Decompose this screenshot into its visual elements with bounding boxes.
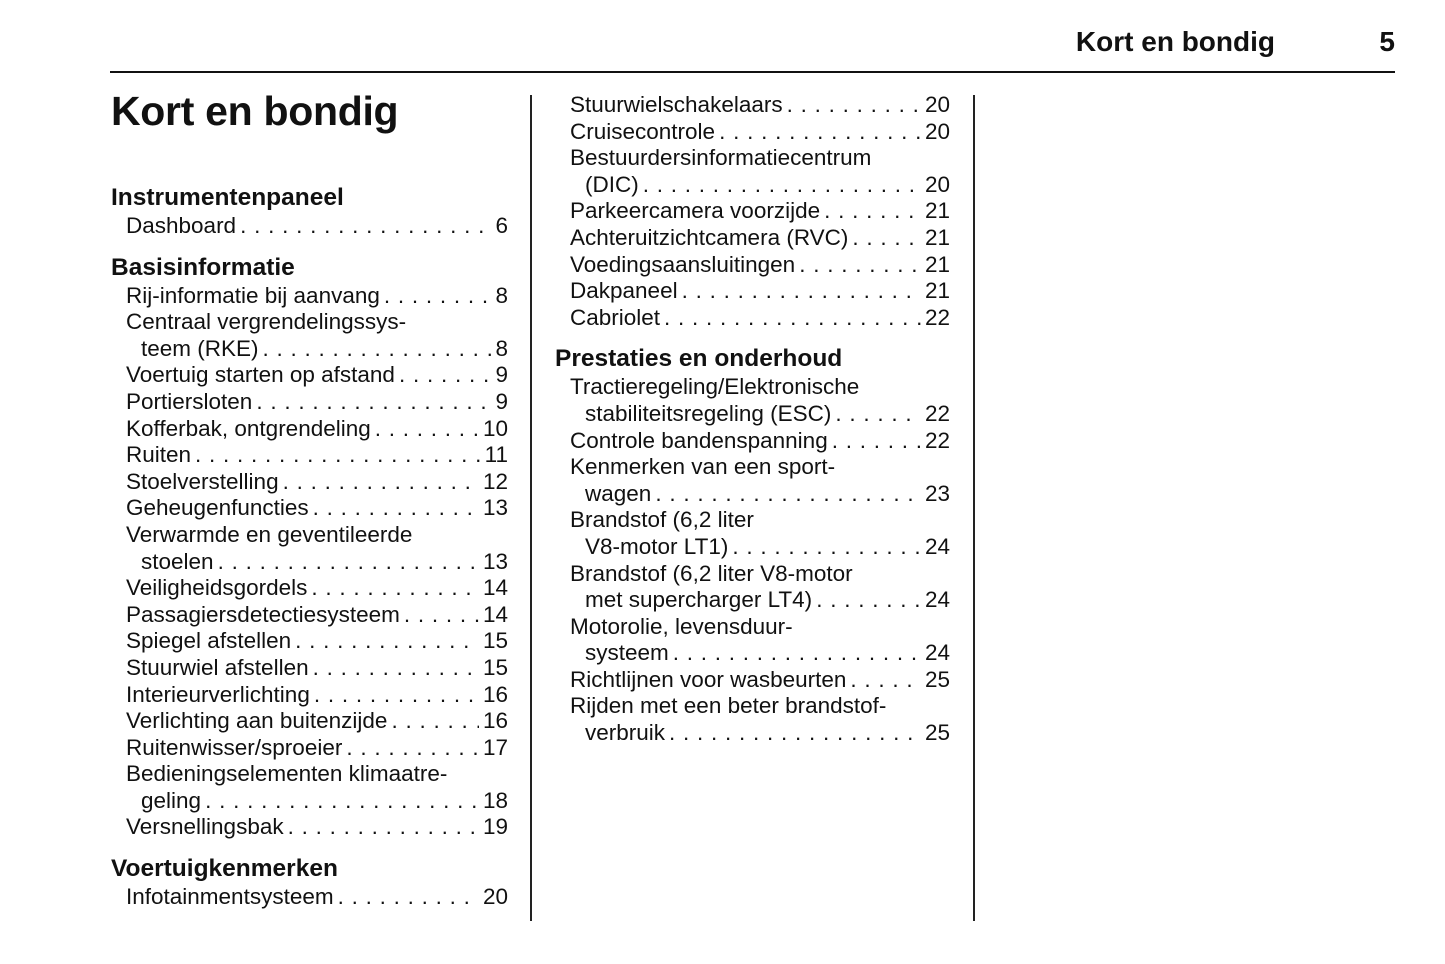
toc-entry-text: Dakpaneel [570,278,678,304]
toc-page-number: 20 [924,171,950,197]
toc-entry-text: Rijden met een beter brandstof- [570,693,887,719]
toc-entry[interactable] [111,522,508,575]
toc-page-number: 8 [495,335,508,361]
toc-entry-text: V8-motor LT1) [585,533,729,559]
section-heading: Voertuigkenmerken [111,855,338,883]
toc-entry-text: geling [141,787,202,813]
toc-entry-text: Ruiten [126,442,192,468]
section-heading: Instrumentenpaneel [111,184,344,211]
toc-entry[interactable] [111,442,508,469]
dot-leader [295,628,479,655]
dot-leader [824,198,921,225]
toc-page-number: 20 [924,92,950,117]
dot-leader [240,213,491,240]
toc-page-number: 22 [924,304,950,330]
dot-leader [655,481,921,508]
toc-page-number: 21 [924,278,950,304]
toc-page-number: 8 [495,282,508,308]
toc-entry-text: Infotainmentsysteem [126,884,334,910]
toc-page-number: 21 [924,251,950,277]
dot-leader [669,720,921,747]
toc-page-number: 24 [924,533,950,559]
toc-entry-text: Voedingsaansluitingen [570,251,796,277]
section-heading: Prestaties en onderhoud [555,345,843,373]
toc-entry-text: Versnellingsbak [126,814,284,840]
toc-entry[interactable] [111,416,508,443]
toc-entry-text: Cabriolet [570,304,661,330]
dot-leader [664,305,921,332]
toc-entry-text: Verlichting aan buitenzijde [126,708,388,734]
dot-leader [311,575,479,602]
toc-entry-text: Geheugenfuncties [126,495,309,521]
toc-entry[interactable] [555,667,950,694]
page-number: 5 [1379,26,1395,57]
dot-leader [816,587,921,614]
dot-leader [850,667,921,694]
toc-entry-text: Brandstof (6,2 liter [570,507,754,533]
toc-entry-text: stabiliteitsregeling (ESC) [585,400,832,426]
toc-entry[interactable] [111,655,508,682]
toc-page-number: 14 [482,575,508,601]
toc-entry-text: Centraal vergrendelingssys- [126,309,407,335]
toc-page-number: 15 [482,628,508,654]
toc-entry-text: Bedieningselementen klimaatre- [126,761,448,787]
toc-entry-text: Brandstof (6,2 liter V8-motor [570,560,853,586]
toc-page-number: 24 [924,640,950,666]
toc-entry[interactable] [111,389,508,416]
toc-entry[interactable] [555,614,950,667]
dot-leader [682,278,921,305]
dot-leader [195,442,481,469]
dot-leader [852,225,921,252]
dot-leader [346,735,479,762]
toc-entry-text: Voertuig starten op afstand [126,362,395,388]
toc-entry-text: Parkeercamera voorzijde [570,198,821,224]
dot-leader [787,92,921,119]
toc-entry[interactable] [111,213,508,240]
toc-page-number: 22 [924,427,950,453]
toc-entry-text: Rij-informatie bij aanvang [126,282,380,308]
toc-page-number: 21 [924,198,950,224]
toc-entry[interactable] [555,305,950,332]
toc-entry-text: (DIC) [585,171,639,197]
toc-entry-text: teem (RKE) [141,335,259,361]
toc-page-number: 14 [482,601,508,627]
toc-entry[interactable] [111,884,508,911]
toc-page-number: 12 [482,468,508,494]
dot-leader [835,401,921,428]
toc-entry-text: Veiligheidsgordels [126,575,308,601]
toc-entry[interactable] [555,507,950,560]
dot-leader [338,884,479,911]
toc-entry[interactable] [111,814,508,841]
toc-entry[interactable] [111,309,508,362]
toc-page-number: 9 [495,388,508,414]
dot-leader [375,416,479,443]
running-title: Kort en bondig [1075,26,1275,57]
toc-entry-text: Dashboard [126,213,237,238]
toc-entry[interactable] [555,428,950,455]
toc-column-1 [111,183,508,911]
dot-leader [283,469,479,496]
toc-entry[interactable] [555,374,950,427]
toc-entry[interactable] [111,283,508,310]
dot-leader [391,708,479,735]
toc-page-number: 18 [482,787,508,813]
toc-entry-text: Stuurwiel afstellen [126,654,309,680]
toc-page-number: 11 [484,442,508,468]
dot-leader [218,549,479,576]
dot-leader [384,283,492,310]
toc-entry[interactable] [555,119,950,146]
toc-entry[interactable] [111,362,508,389]
toc-entry[interactable] [111,761,508,814]
toc-page-number: 9 [495,362,508,388]
toc-page-number: 20 [482,884,508,910]
toc-entry[interactable] [111,628,508,655]
toc-entry-text: Kofferbak, ontgrendeling [126,415,371,441]
toc-entry[interactable] [555,278,950,305]
toc-page-number: 17 [482,734,508,760]
dot-leader [313,495,479,522]
toc-entry-text: Stuurwielschakelaars [570,92,783,117]
toc-entry-text: Portiersloten [126,388,253,414]
toc-column-2 [555,92,950,747]
header-rule [110,71,1395,73]
toc-entry-text: Cruisecontrole [570,118,716,144]
section-heading: Basisinformatie [111,253,295,281]
dot-leader [399,362,492,389]
toc-page-number: 22 [924,400,950,426]
dot-leader [263,336,492,363]
toc-entry-text: Passagiersdetectiesysteem [126,601,400,627]
dot-leader [732,534,921,561]
toc-entry[interactable] [111,735,508,762]
toc-entry[interactable] [111,575,508,602]
toc-entry-text: Spiegel afstellen [126,628,292,654]
toc-entry-text: met supercharger LT4) [585,587,813,613]
toc-entry[interactable] [111,469,508,496]
toc-entry-text: Interieurverlichting [126,681,310,707]
toc-entry-text: verbruik [585,720,666,746]
toc-entry[interactable] [555,561,950,614]
toc-entry-text: systeem [585,640,669,666]
dot-leader [313,655,479,682]
toc-entry-text: Bestuurdersinformatiecentrum [570,145,872,171]
dot-leader [205,788,479,815]
toc-entry-text: Verwarmde en geventileerde [126,521,413,547]
toc-page-number: 23 [924,480,950,506]
toc-entry[interactable] [555,145,950,198]
toc-entry[interactable] [111,682,508,709]
toc-page-number: 15 [482,654,508,680]
toc-entry[interactable] [555,454,950,507]
toc-entry-text: stoelen [141,548,214,574]
toc-entry[interactable] [555,198,950,225]
toc-page-number: 25 [924,720,950,746]
toc-page-number: 25 [924,666,950,692]
dot-leader [404,602,479,629]
toc-page-number: 24 [924,587,950,613]
toc-entry[interactable] [555,92,950,119]
toc-entry-text: Stoelverstelling [126,468,279,494]
toc-page-number: 16 [482,681,508,707]
column-divider [973,95,975,921]
toc-entry[interactable] [555,693,950,746]
toc-entry-text: wagen [585,480,652,506]
dot-leader [288,814,479,841]
dot-leader [643,172,921,199]
dot-leader [314,682,479,709]
dot-leader [719,119,921,146]
page-title: Kort en bondig [111,88,399,134]
toc-entry[interactable] [111,708,508,735]
toc-page-number: 13 [482,495,508,521]
toc-page-number: 16 [482,708,508,734]
toc-entry[interactable] [555,252,950,279]
toc-entry[interactable] [111,602,508,629]
toc-page-number: 13 [482,548,508,574]
toc-page-number: 10 [482,415,508,441]
toc-entry-text: Tractieregeling/Elektronische [570,374,860,400]
toc-entry[interactable] [111,495,508,522]
toc-entry-text: Controle bandenspanning [570,427,828,453]
column-divider [530,95,532,921]
toc-page-number: 21 [924,224,950,250]
dot-leader [256,389,491,416]
toc-entry-text: Ruitenwisser/sproeier [126,734,343,760]
dot-leader [832,428,921,455]
dot-leader [799,252,921,279]
toc-page-number: 20 [924,118,950,144]
toc-page-number: 19 [482,814,508,840]
toc-page-number: 6 [495,213,508,238]
toc-entry-text: Kenmerken van een sport- [570,454,836,480]
dot-leader [673,640,921,667]
toc-entry-text: Motorolie, levensduur- [570,613,793,639]
toc-entry-text: Achteruitzichtcamera (RVC) [570,224,849,250]
toc-entry[interactable] [555,225,950,252]
toc-entry-text: Richtlijnen voor wasbeurten [570,666,847,692]
